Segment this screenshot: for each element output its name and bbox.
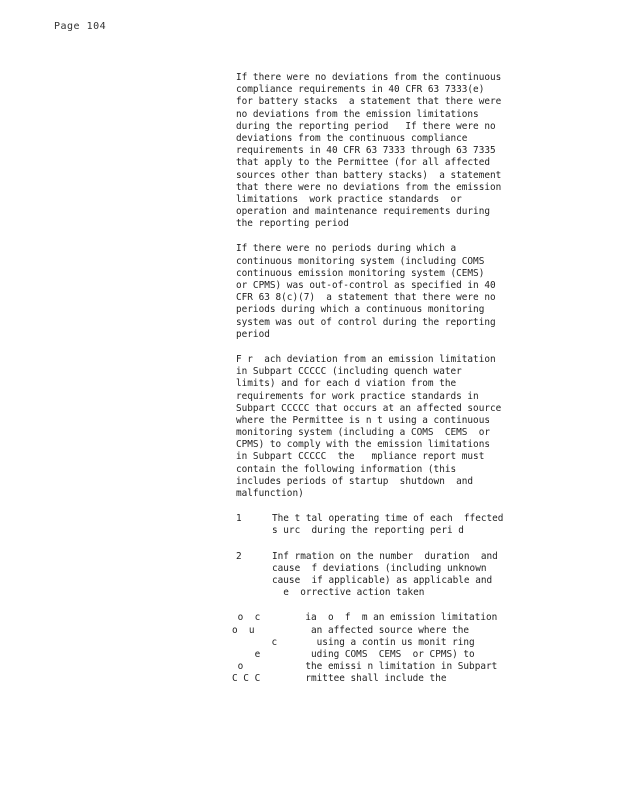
text-line: requirements in 40 CFR 63 7333 through 63 7335	[236, 145, 496, 157]
text-line: includes periods of startup shutdown and	[236, 475, 474, 487]
text-line: in Subpart CCCCC (including quench water	[236, 366, 462, 378]
text-line: for battery stacks a statement that there were	[236, 96, 502, 108]
text-line: Subpart CCCCC that occurs at an affected source	[236, 402, 502, 414]
text-line: continuous monitoring system (including COMS	[236, 255, 485, 267]
text-line: operation and maintenance requirements during	[236, 206, 490, 218]
text-line: in Subpart CCCCC the mpliance report must	[236, 451, 485, 463]
text-line: continuous emission monitoring system (CEMS)	[236, 267, 485, 279]
text-line: C C C rmittee shall include the	[232, 673, 447, 685]
item-number: 2	[236, 550, 242, 562]
text-line: o c ia o f m an emission limitation	[232, 612, 498, 624]
paragraph-degraded-fragment	[232, 612, 536, 685]
text-line: e orrective action taken	[272, 587, 425, 599]
text-line: cause f deviations (including unknown	[272, 562, 487, 574]
text-line: that there were no deviations from the emission	[236, 181, 502, 193]
paragraph-monitoring-out-of-control	[236, 243, 536, 341]
text-line: or CPMS) was out-of-control as specified in 40	[236, 280, 496, 291]
numbered-item	[236, 551, 536, 600]
text-line: during the reporting period If there were no	[236, 120, 496, 132]
text-line: compliance requirements in 40 CFR 63 7333(e)	[236, 84, 485, 96]
paragraph-each-deviation	[236, 354, 536, 500]
text-line: o the emissi n limitation in Subpart	[232, 661, 498, 673]
text-line: Inf rmation on the number duration and	[272, 550, 498, 562]
text-line: system was out of control during the reporting	[236, 316, 496, 328]
text-line: that apply to the Permittee (for all affected	[236, 157, 490, 169]
page-header: Page 104	[54, 21, 107, 32]
text-line: monitoring system (including a COMS CEMS or	[236, 427, 490, 439]
text-line: The t tal operating time of each ffected	[272, 513, 504, 525]
text-line: periods during which a continuous monitoring	[236, 304, 485, 316]
text-line: cause if applicable) as applicable and	[272, 574, 493, 586]
text-line: CFR 63 8(c)(7) a statement that there were no	[236, 292, 496, 304]
paragraph-no-deviations	[236, 72, 536, 230]
text-line: the reporting period	[236, 218, 349, 230]
text-line: period	[236, 328, 270, 340]
text-line: no deviations from the emission limitations	[236, 108, 479, 120]
text-line: If there were no periods during which a	[236, 243, 457, 255]
text-line: malfunction)	[236, 488, 304, 499]
text-line: sources other than battery stacks) a statement	[236, 169, 502, 181]
text-line: where the Permittee is n t using a continuous	[236, 414, 490, 426]
text-line: deviations from the continuous compliance	[236, 132, 468, 144]
text-line: F r ach deviation from an emission limitation	[236, 353, 496, 365]
text-line: e uding COMS CEMS or CPMS) to	[232, 648, 475, 660]
text-line: c using a contin us monit ring	[232, 636, 475, 648]
document-body	[232, 72, 536, 698]
text-line: contain the following information (this	[236, 463, 457, 475]
item-number: 1	[236, 513, 242, 525]
text-line: limitations work practice standards or	[236, 193, 462, 205]
numbered-item	[236, 513, 536, 537]
text-line: s urc during the reporting peri d	[272, 525, 464, 537]
text-line: CPMS) to comply with the emission limitations	[236, 439, 490, 451]
text-line: requirements for work practice standards in	[236, 390, 479, 402]
text-line: limits) and for each d viation from the	[236, 378, 457, 390]
text-line: If there were no deviations from the continuous	[236, 72, 502, 83]
text-line: o u an affected source where the	[232, 624, 470, 636]
